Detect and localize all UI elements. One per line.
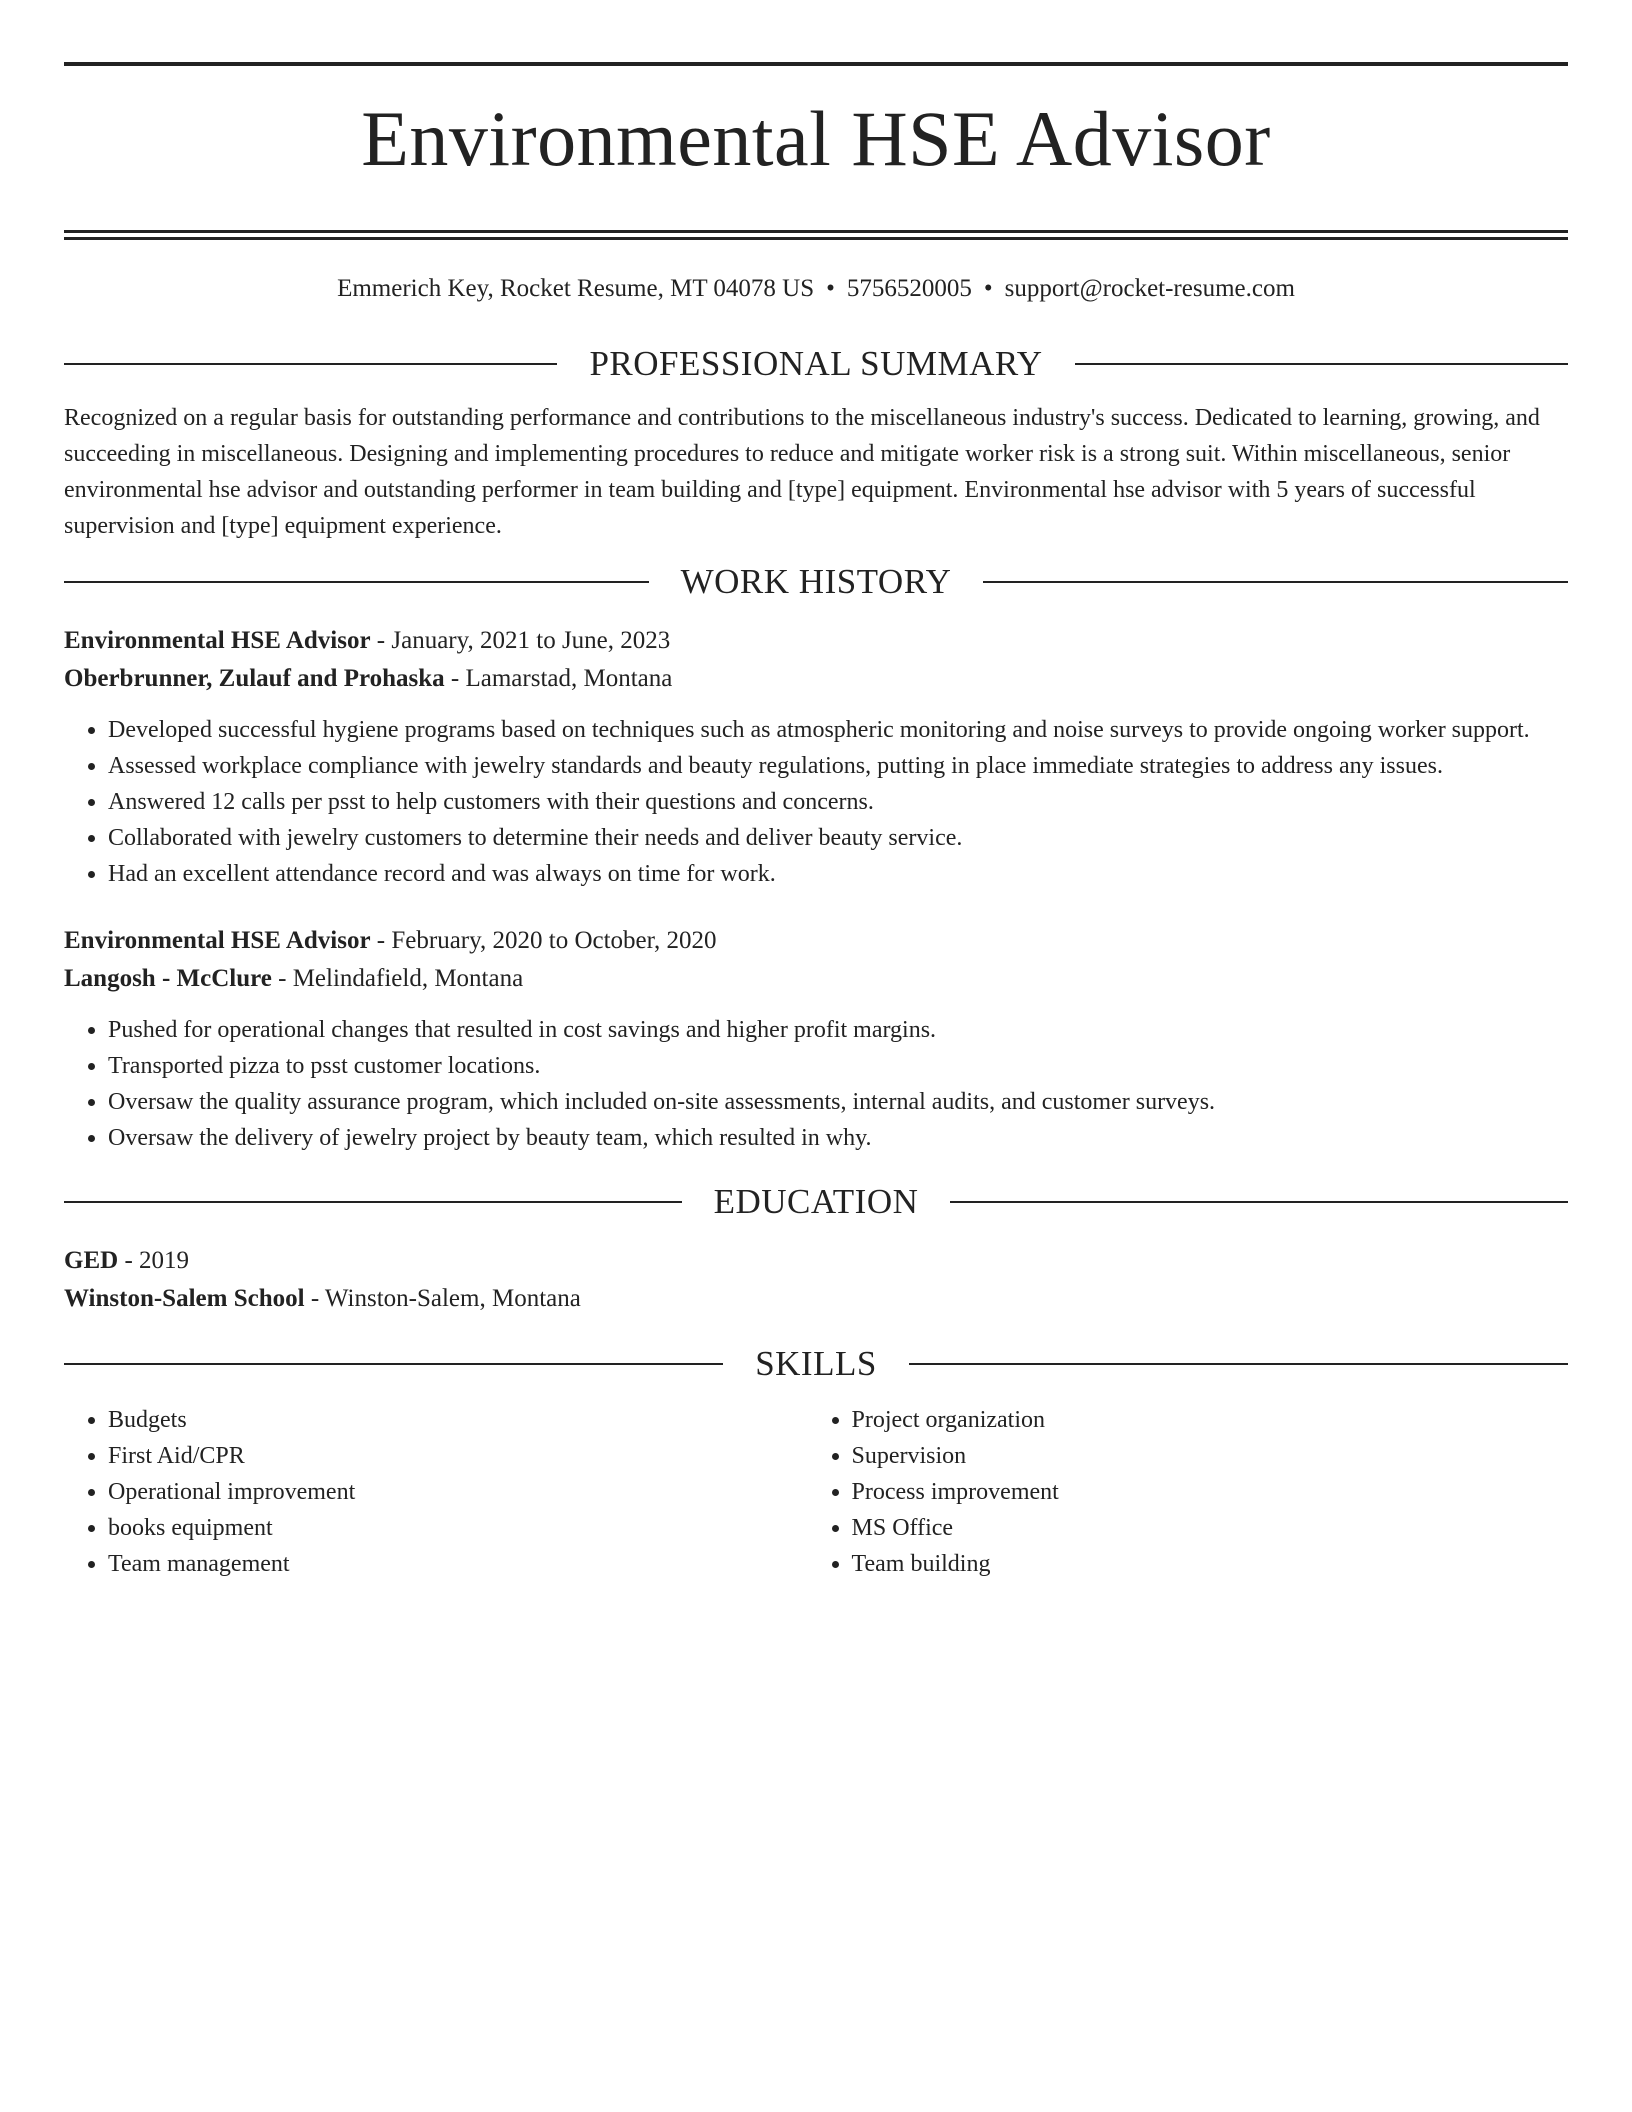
skill-item: • Operational improvement bbox=[108, 1474, 808, 1510]
education-school: Winston-Salem School bbox=[64, 1285, 305, 1312]
education-school-line bbox=[64, 1280, 1568, 1318]
resume-title: Environmental HSE Advisor bbox=[361, 95, 1271, 182]
contact-line bbox=[64, 274, 1568, 304]
job-entry bbox=[64, 622, 1568, 892]
job-bullet: • Pushed for operational changes that resulted in cost savings and higher profit margins. bbox=[108, 1012, 1568, 1048]
skill-item: • First Aid/CPR bbox=[108, 1438, 808, 1474]
job-bullets bbox=[64, 1012, 1568, 1156]
contact-email: support@rocket-resume.com bbox=[1004, 275, 1295, 302]
summary-section-header bbox=[64, 344, 1568, 384]
education-year: - 2019 bbox=[118, 1247, 190, 1274]
education-location: - Winston-Salem, Montana bbox=[304, 1285, 581, 1312]
section-rule bbox=[1075, 363, 1568, 365]
contact-separator: • bbox=[983, 275, 993, 302]
skills-list-right bbox=[808, 1402, 1568, 1582]
education-entry bbox=[64, 1242, 1568, 1318]
section-rule bbox=[64, 581, 649, 583]
job-bullet: • Developed successful hygiene programs based on techniques such as atmospheric monitoring and noise surveys to provide ongoing worker support. bbox=[108, 712, 1568, 748]
contact-separator: • bbox=[826, 275, 835, 302]
skills-list-left bbox=[64, 1402, 808, 1582]
job-dates: - January, 2021 to June, 2023 bbox=[370, 627, 671, 654]
education-degree: GED bbox=[64, 1247, 119, 1274]
skill-item: • Budgets bbox=[108, 1402, 808, 1438]
skill-item: • Project organization bbox=[852, 1402, 1568, 1438]
skills-section-header bbox=[64, 1344, 1568, 1384]
contact-address: Emmerich Key, Rocket Resume, MT 04078 US bbox=[337, 275, 815, 302]
job-dates: - February, 2020 to October, 2020 bbox=[370, 927, 717, 954]
job-bullet: • Had an excellent attendance record and was always on time for work. bbox=[108, 856, 1568, 892]
job-entry bbox=[64, 922, 1568, 1156]
job-location: - Lamarstad, Montana bbox=[444, 665, 673, 692]
job-bullet: • Collaborated with jewelry customers to determine their needs and deliver beauty service. bbox=[108, 820, 1568, 856]
work-heading: WORK HISTORY bbox=[680, 562, 952, 601]
job-bullet: • Answered 12 calls per psst to help customers with their questions and concerns. bbox=[108, 784, 1568, 820]
job-bullet: • Oversaw the delivery of jewelry project by beauty team, which resulted in why. bbox=[108, 1120, 1568, 1156]
skill-item: • books equipment bbox=[108, 1510, 808, 1546]
job-company: Langosh - McClure bbox=[64, 965, 272, 992]
education-section-header bbox=[64, 1182, 1568, 1222]
job-bullet: • Oversaw the quality assurance program, which included on-site assessments, internal audits, and customer surveys. bbox=[108, 1084, 1568, 1120]
section-rule bbox=[983, 581, 1568, 583]
education-heading: EDUCATION bbox=[713, 1182, 919, 1221]
skill-item: • Team management bbox=[108, 1546, 808, 1582]
job-company-line bbox=[64, 660, 1568, 698]
section-rule bbox=[950, 1201, 1568, 1203]
skills-columns bbox=[64, 1402, 1568, 1582]
section-rule bbox=[64, 1363, 723, 1365]
section-rule bbox=[909, 1363, 1568, 1365]
job-title-line bbox=[64, 622, 1568, 660]
job-company-line bbox=[64, 960, 1568, 998]
skill-item: • Supervision bbox=[852, 1438, 1568, 1474]
skills-heading: SKILLS bbox=[755, 1344, 877, 1383]
job-role: Environmental HSE Advisor bbox=[64, 927, 371, 954]
contact-phone: 5756520005 bbox=[846, 275, 972, 302]
summary-text: Recognized on a regular basis for outstanding performance and contributions to the miscellaneous industry's success. Dedicated to learning, growing, and succeeding in miscellaneous. Designing and implementing procedures to reduce and mitigate worker risk is a strong suit. Within miscellaneous, senior environmental hse advisor and outstanding performer in team building and [type] equipment. Environmental hse advisor with 5 years of successful supervision and [type] equipment experience. bbox=[64, 405, 1540, 539]
title-double-rule bbox=[64, 230, 1568, 240]
job-company: Oberbrunner, Zulauf and Prohaska bbox=[64, 665, 445, 692]
summary-heading: PROFESSIONAL SUMMARY bbox=[589, 344, 1043, 383]
section-rule bbox=[64, 1201, 682, 1203]
skill-item: • MS Office bbox=[852, 1510, 1568, 1546]
section-rule bbox=[64, 363, 557, 365]
job-bullet: • Transported pizza to psst customer locations. bbox=[108, 1048, 1568, 1084]
education-degree-line bbox=[64, 1242, 1568, 1280]
job-bullet: • Assessed workplace compliance with jewelry standards and beauty regulations, putting in place immediate strategies to address any issues. bbox=[108, 748, 1568, 784]
skill-item: • Team building bbox=[852, 1546, 1568, 1582]
job-role: Environmental HSE Advisor bbox=[64, 627, 371, 654]
work-section-header bbox=[64, 562, 1568, 602]
job-bullets bbox=[64, 712, 1568, 892]
job-title-line bbox=[64, 922, 1568, 960]
job-location: - Melindafield, Montana bbox=[271, 965, 524, 992]
skill-item: • Process improvement bbox=[852, 1474, 1568, 1510]
